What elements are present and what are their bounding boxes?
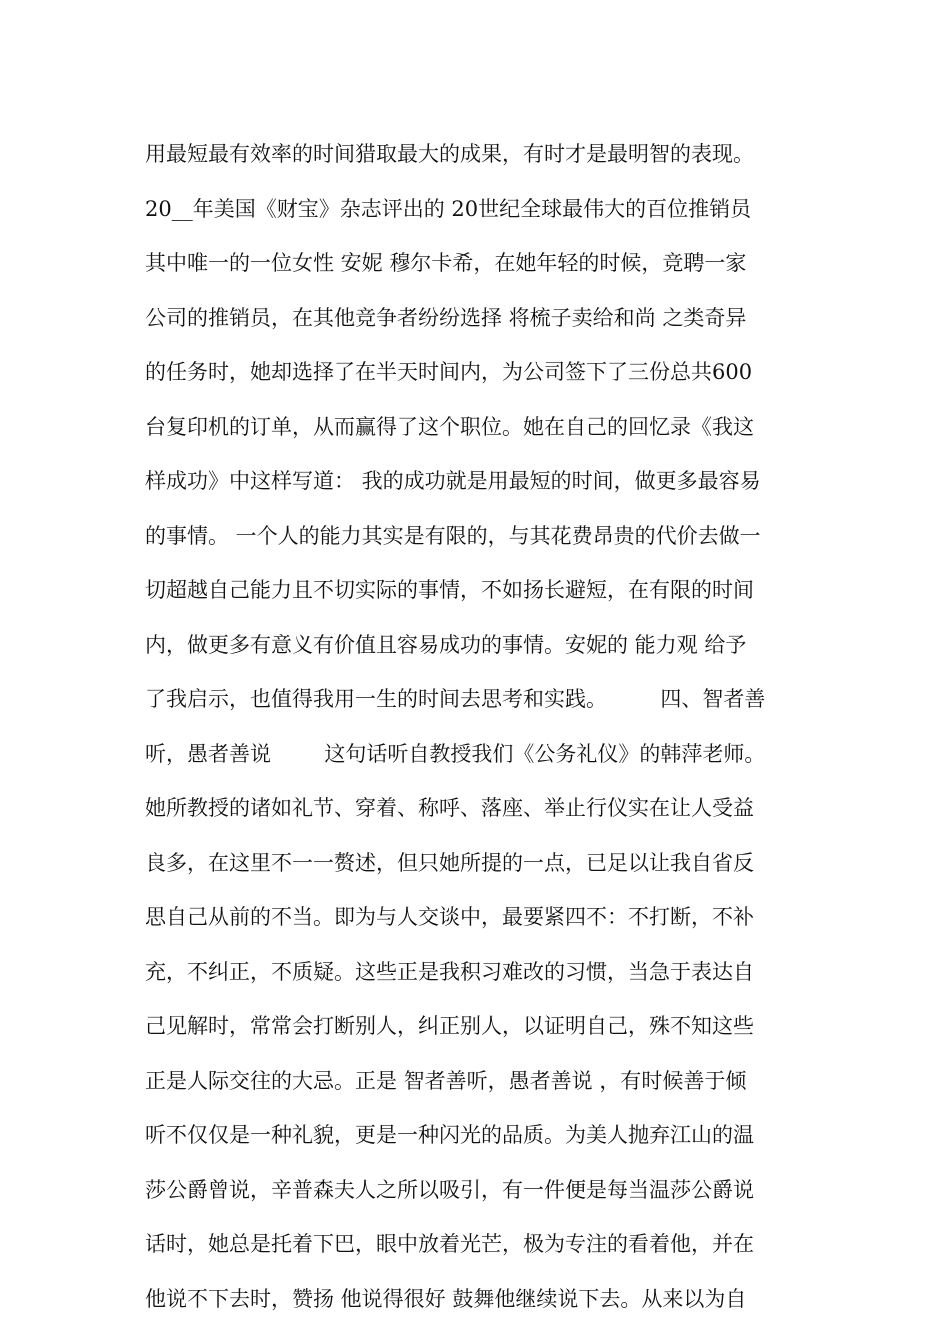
text-line: 己见解时，常常会打断别人，纠正别人，以证明自己，殊不知这些 xyxy=(145,1014,754,1038)
body-text xyxy=(145,127,825,1326)
text-line: 的任务时，她却选择了在半天时间内，为公司签下了三份总共600 xyxy=(145,360,753,384)
text-line: 思自己从前的不当。即为与人交谈中，最要紧四不：不打断，不补 xyxy=(145,905,754,929)
text-line: 莎公爵曾说，辛普森夫人之所以吸引，有一件便是每当温莎公爵说 xyxy=(145,1177,754,1202)
text-line: 听，愚者善说 这句话听自教授我们《公务礼仪》的韩萍老师。 xyxy=(145,741,766,766)
text-line: 切超越自己能力且不切实际的事情，不如扬长避短，在有限的时间 xyxy=(145,578,754,602)
text-line: 话时，她总是托着下巴，眼中放着光芒，极为专注的看着他，并在 xyxy=(145,1232,754,1256)
text-line: 台复印机的订单，从而赢得了这个职位。她在自己的回忆录《我这 xyxy=(145,414,754,439)
text-line: 她所教授的诸如礼节、穿着、称呼、落座、举止行仪实在让人受益 xyxy=(145,796,754,820)
text-line: 的事情。 一个人的能力其实是有限的，与其花费昂贵的代价去做一 xyxy=(145,523,761,548)
text-line: 公司的推销员，在其他竞争者纷纷选择 将梳子卖给和尚 之类奇异 xyxy=(145,305,747,330)
text-line: 充，不纠正，不质疑。这些正是我积习难改的习惯，当急于表达自 xyxy=(145,959,754,984)
text-line: 样成功》中这样写道： 我的成功就是用最短的时间，做更多最容易 xyxy=(145,469,761,493)
text-line: 了我启示，也值得我用一生的时间去思考和实践。 四、智者善 xyxy=(145,687,766,711)
text-line: 正是人际交往的大忌。正是 智者善听，愚者善说 ，有时候善于倾 xyxy=(145,1068,747,1093)
text-line: 内，做更多有意义有价值且容易成功的事情。安妮的 能力观 给予 xyxy=(145,632,747,657)
text-line: 用最短最有效率的时间猎取最大的成果，有时才是最明智的表现。 xyxy=(145,142,754,166)
text-line: 他说不下去时，赞扬 他说得很好 鼓舞他继续说下去。从来以为自 xyxy=(145,1286,747,1311)
text-line: 良多，在这里不一一赘述，但只她所提的一点，已足以让我自省反 xyxy=(145,850,754,875)
text-line: 其中唯一的一位女性 安妮 穆尔卡希，在她年轻的时候，竞聘一家 xyxy=(145,251,747,275)
text-line: 20__年美国《财宝》杂志评出的 20世纪全球最伟大的百位推销员 xyxy=(145,196,752,221)
text-line: 听不仅仅是一种礼貌，更是一种闪光的品质。为美人抛弃江山的温 xyxy=(145,1123,754,1147)
